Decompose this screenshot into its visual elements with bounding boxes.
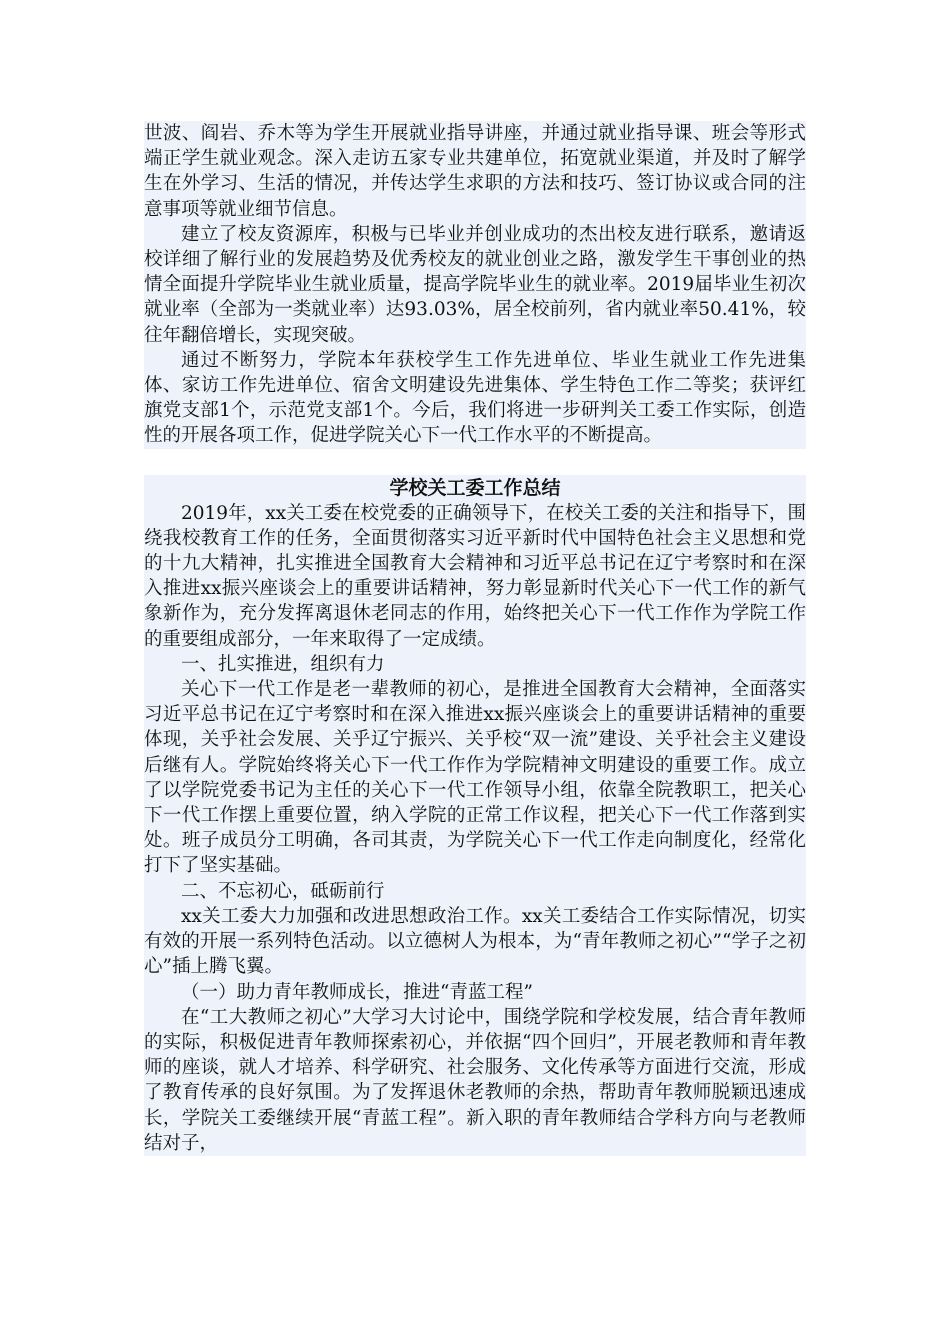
paragraph-employment-guidance: 世波、阎岩、乔木等为学生开展就业指导讲座，并通过就业指导课、班会等形式端正学生就业观念。深入走访五家专业共建单位，拓宽就业渠道，并及时了解学生在外学习、生活的情况，并传达学生求职的方法和技巧、签订协议或合同的注意事项等就业细节信息。 — [144, 123, 806, 220]
paragraph-subsection-one: 在“工大教师之初心”大学习大讨论中，围绕学院和学校发展，结合青年教师的实际，积极促进青年教师探索初心，并依据“四个回归”，开展老教师和青年教师的座谈，就人才培养、科学研究、社会服务、文化传承等方面进行交流，形成了教育传承的良好氛围。为了发挥退休老教师的余热，帮助青年教师脱颖迅速成长，学院关工委继续开展“青蓝工程”。新入职的青年教师结合学科方向与老教师结对子， — [144, 1006, 806, 1154]
section-employment-summary — [144, 121, 806, 449]
section-title: 学校关工委工作总结 — [389, 476, 561, 499]
document-page — [144, 121, 806, 1156]
paragraph-achievements: 通过不断努力，学院本年获校学生工作先进单位、毕业生就业工作先进集体、家访工作先进单位、宿舍文明建设先进集体、学生特色工作二等奖；获评红旗党支部1个，示范党支部1个。今后，我们将进一步研判关工委工作实际，创造性的开展各项工作，促进学院关心下一代工作水平的不断提高。 — [144, 349, 806, 447]
heading-part-two: 二、不忘初心，砥砺前行 — [181, 880, 385, 902]
paragraph-introduction: 2019年，xx关工委在校党委的正确领导下，在校关工委的关注和指导下，围绕我校教育工作的任务，全面贯彻落实习近平新时代中国特色社会主义思想和党的十九大精神，扎实推进全国教育大会精神和习近平总书记在辽宁考察时和在深入推进xx振兴座谈会上的重要讲话精神，努力彰显新时代关心下一代工作的新气象新作为，充分发挥离退休老同志的作用，始终把关心下一代工作作为学院工作的重要组成部分，一年来取得了一定成绩。 — [144, 502, 806, 650]
section-gap — [144, 449, 806, 475]
heading-subsection-one: （一）助力青年教师成长，推进“青蓝工程” — [181, 981, 533, 1003]
section-committee-summary — [144, 475, 806, 1156]
paragraph-part-two: xx关工委大力加强和改进思想政治工作。xx关工委结合工作实际情况，切实有效的开展一系列特色活动。以立德树人为根本，为“青年教师之初心”“学子之初心”插上腾飞翼。 — [144, 905, 806, 978]
heading-part-one: 一、扎实推进，组织有力 — [181, 653, 385, 675]
paragraph-alumni-resources: 建立了校友资源库，积极与已毕业并创业成功的杰出校友进行联系，邀请返校详细了解行业的发展趋势及优秀校友的就业创业之路，激发学生干事创业的热情全面提升学院毕业生就业质量，提高学院毕业生的就业率。2019届毕业生初次就业率（全部为一类就业率）达93.03%，居全校前列，省内就业率50.41%，较往年翻倍增长，实现突破。 — [144, 223, 806, 346]
paragraph-part-one: 关心下一代工作是老一辈教师的初心，是推进全国教育大会精神，全面落实习近平总书记在辽宁考察时和在深入推进xx振兴座谈会上的重要讲话精神的重要体现，关乎社会发展、关乎辽宁振兴、关乎校“双一流”建设、关乎社会主义建设后继有人。学院始终将关心下一代工作作为学院精神文明建设的重要工作。成立了以学院党委书记为主任的关心下一代工作领导小组，依靠全院教职工，把关心下一代工作摆上重要位置，纳入学院的正常工作议程，把关心下一代工作落到实处。班子成员分工明确，各司其责，为学院关心下一代工作走向制度化，经常化打下了坚实基础。 — [144, 679, 806, 877]
